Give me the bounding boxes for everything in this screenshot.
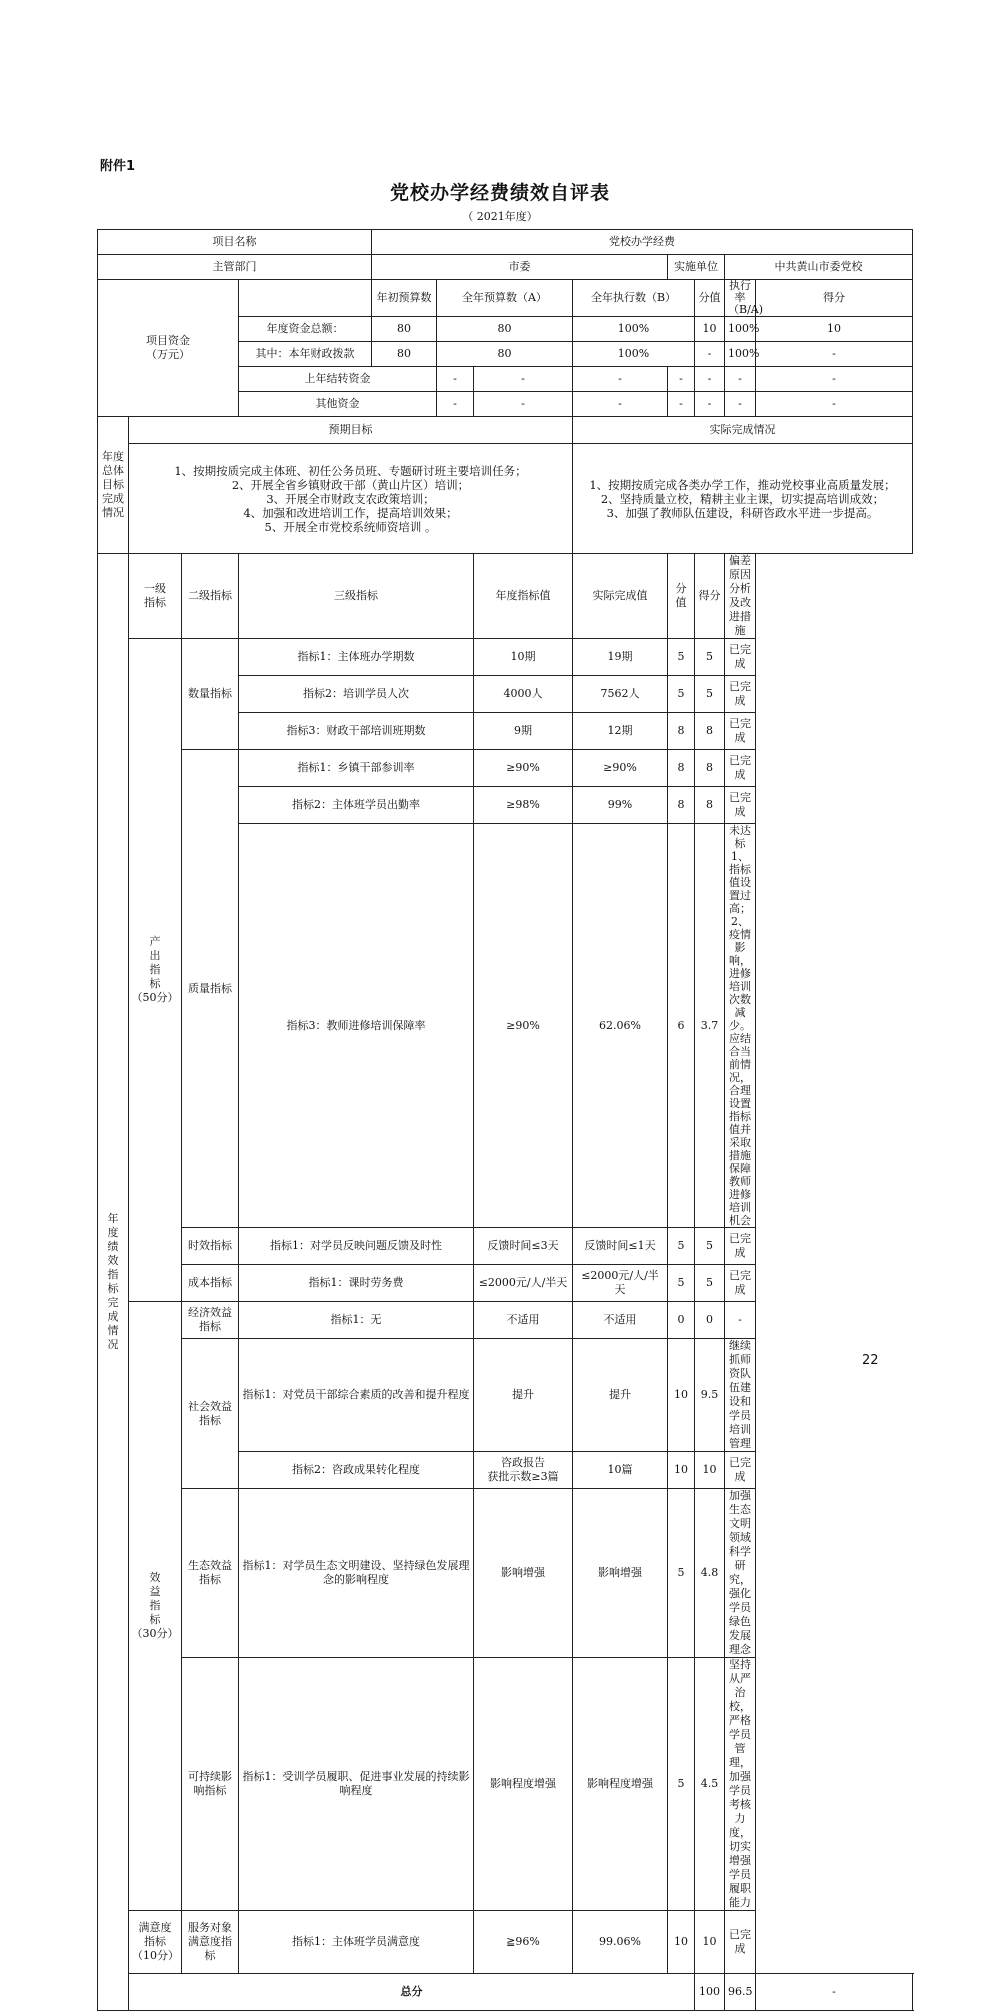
expected-goal-item: 4、加强和改进培训工作，提高培训效果； xyxy=(243,505,458,520)
indicator-score: 8 xyxy=(668,787,695,824)
indicator-note: 已完成 xyxy=(725,1911,756,1974)
indicator-score: 10 xyxy=(668,1339,695,1452)
actual-goal-item: 3、加强了教师队伍建设，科研咨政水平进一步提高。 xyxy=(606,505,879,520)
expected-goal-item: 1、按期按质完成主体班、初任公务员班、专题研讨班主要培训任务； xyxy=(174,463,527,478)
indicator-name: 指标1：主体班办学期数 xyxy=(239,639,474,676)
satisfaction-indicator-label: 满意度 指标 （10分） xyxy=(129,1911,182,1974)
indicator-got: 10 xyxy=(695,1911,725,1974)
indicator-note: 未达标 1、指标值设置过高； 2、疫情影响，进修培训次数减少。 应结合当前情况，合理设置指标值并采取措施保障教师进修培训机会 xyxy=(725,824,756,1228)
indicator-got: 5 xyxy=(695,639,725,676)
indicator-name: 指标3：教师进修培训保障率 xyxy=(239,824,474,1228)
indicator-name: 指标1：主体班学员满意度 xyxy=(239,1911,474,1974)
actual-goal-item: 2、坚持质量立校，精耕主业主课，切实提高培训成效； xyxy=(600,491,885,506)
indicator-note: 坚持从严治校，严格学员管理，加强学员考核力度，切实增强学员履职能力 xyxy=(725,1658,756,1911)
indicators-side-label: 年 度 绩 效 指 标 完 成 情 况 xyxy=(98,554,129,2011)
total-got: 96.5 xyxy=(725,1974,756,2011)
funds-cell: 100% xyxy=(573,342,695,367)
funds-cell: 10 xyxy=(695,317,725,342)
indicator-target: 影响程度增强 xyxy=(474,1658,573,1911)
expected-goals-header: 预期目标 xyxy=(129,417,573,444)
funds-cell: - xyxy=(725,367,756,392)
indicator-score: 0 xyxy=(668,1302,695,1339)
funds-row-label: 年度资金总额： xyxy=(239,317,372,342)
indicator-note: 已完成 xyxy=(725,750,756,787)
indicator-header: 分值 xyxy=(668,554,695,639)
indicator-actual: 12期 xyxy=(573,713,668,750)
indicator-target: 10期 xyxy=(474,639,573,676)
indicator-name: 指标1：对学员反映问题反馈及时性 xyxy=(239,1228,474,1265)
funds-cell: - xyxy=(573,392,668,417)
indicator-score: 5 xyxy=(668,1265,695,1302)
indicator-name: 指标3：财政干部培训班期数 xyxy=(239,713,474,750)
expected-goal-item: 5、开展全市党校系统师资培训 。 xyxy=(264,519,437,534)
indicator-got: 3.7 xyxy=(695,824,725,1228)
project-name-value: 党校办学经费 xyxy=(372,230,913,255)
indicator-actual: 影响程度增强 xyxy=(573,1658,668,1911)
indicator-header: 一级 指标 xyxy=(129,554,182,639)
indicator-note: 已完成 xyxy=(725,1228,756,1265)
document-year: （ 2021年度） xyxy=(462,210,538,223)
funds-cell: - xyxy=(474,392,573,417)
sustain-indicator-label: 可持续影 响指标 xyxy=(182,1658,239,1911)
indicator-note: 加强生态文明领域科学研究，强化学员绿色发展理念 xyxy=(725,1489,756,1658)
dept-label: 主管部门 xyxy=(98,255,372,280)
indicator-actual: 99% xyxy=(573,787,668,824)
indicator-got: 4.5 xyxy=(695,1658,725,1911)
funds-cell: - xyxy=(695,342,725,367)
indicator-header: 得分 xyxy=(695,554,725,639)
indicator-target: 反馈时间≤3天 xyxy=(474,1228,573,1265)
dept-value: 市委 xyxy=(372,255,668,280)
indicator-target: 提升 xyxy=(474,1339,573,1452)
indicator-name: 指标1：受训学员履职、促进事业发展的持续影响程度 xyxy=(239,1658,474,1911)
indicator-actual: 10篇 xyxy=(573,1452,668,1489)
indicator-note: 继续抓师资队伍建设和学员培训管理 xyxy=(725,1339,756,1452)
indicator-target: ≥98% xyxy=(474,787,573,824)
indicator-note: 已完成 xyxy=(725,1452,756,1489)
indicator-score: 8 xyxy=(668,750,695,787)
time-indicator-label: 时效指标 xyxy=(182,1228,239,1265)
indicator-header: 年度指标值 xyxy=(474,554,573,639)
indicator-name: 指标2：咨政成果转化程度 xyxy=(239,1452,474,1489)
indicator-score: 6 xyxy=(668,824,695,1228)
indicator-score: 5 xyxy=(668,1228,695,1265)
indicator-target: 影响增强 xyxy=(474,1489,573,1658)
indicator-got: 0 xyxy=(695,1302,725,1339)
indicator-score: 5 xyxy=(668,676,695,713)
indicator-got: 8 xyxy=(695,787,725,824)
page-number: 22 xyxy=(862,1353,879,1368)
quantity-indicator-label: 数量指标 xyxy=(182,639,239,750)
indicator-got: 5 xyxy=(695,1228,725,1265)
indicator-score: 10 xyxy=(668,1911,695,1974)
indicator-note: 已完成 xyxy=(725,676,756,713)
unit-label: 实施单位 xyxy=(668,255,725,280)
funds-label: 项目资金 （万元） xyxy=(98,280,239,417)
funds-cell: 100% xyxy=(725,317,756,342)
indicator-actual: 62.06% xyxy=(573,824,668,1228)
actual-goal-item: 1、按期按质完成各类办学工作，推动党校事业高质量发展； xyxy=(589,477,896,492)
indicator-got: 8 xyxy=(695,750,725,787)
indicator-target: 4000人 xyxy=(474,676,573,713)
goals-side-label: 年度 总体 目标 完成 情况 xyxy=(98,417,129,554)
funds-cell: 80 xyxy=(437,317,573,342)
indicator-actual: 19期 xyxy=(573,639,668,676)
funds-cell: - xyxy=(695,367,725,392)
effect-indicator-label: 效 益 指 标 （30分） xyxy=(129,1302,182,1911)
indicator-actual: 反馈时间≤1天 xyxy=(573,1228,668,1265)
actual-goals-list xyxy=(573,444,913,554)
indicator-got: 5 xyxy=(695,676,725,713)
indicator-target: ≧96% xyxy=(474,1911,573,1974)
indicator-actual: ≥90% xyxy=(573,750,668,787)
economic-indicator-label: 经济效益 指标 xyxy=(182,1302,239,1339)
indicator-header: 二级指标 xyxy=(182,554,239,639)
funds-cell: 80 xyxy=(372,317,437,342)
social-indicator-label: 社会效益 指标 xyxy=(182,1339,239,1489)
indicator-note: 已完成 xyxy=(725,1265,756,1302)
indicator-actual: 7562人 xyxy=(573,676,668,713)
indicator-actual: 不适用 xyxy=(573,1302,668,1339)
funds-cell: - xyxy=(437,392,474,417)
funds-header: 年初预算数 xyxy=(372,280,437,317)
indicator-target: ≥90% xyxy=(474,750,573,787)
indicator-actual: ≤2000元/人/半天 xyxy=(573,1265,668,1302)
document-title: 党校办学经费绩效自评表 xyxy=(389,182,610,204)
total-note: - xyxy=(756,1974,913,2011)
indicator-header: 偏差原因分析及改进措施 xyxy=(725,554,756,639)
funds-cell: 80 xyxy=(372,342,437,367)
indicator-note: 已完成 xyxy=(725,787,756,824)
funds-row-label: 其他资金 xyxy=(239,392,437,417)
funds-cell: - xyxy=(756,392,913,417)
indicator-actual: 提升 xyxy=(573,1339,668,1452)
indicator-score: 5 xyxy=(668,639,695,676)
funds-cell: - xyxy=(474,367,573,392)
indicator-name: 指标2：主体班学员出勤率 xyxy=(239,787,474,824)
indicator-header: 实际完成值 xyxy=(573,554,668,639)
indicator-note: 已完成 xyxy=(725,713,756,750)
indicator-name: 指标2：培训学员人次 xyxy=(239,676,474,713)
funds-cell: 100% xyxy=(573,317,695,342)
output-indicator-label: 产 出 指 标 （50分） xyxy=(129,639,182,1302)
expected-goal-item: 3、开展全市财政支农政策培训； xyxy=(266,491,435,506)
funds-cell: - xyxy=(668,367,695,392)
indicator-name: 指标1：对党员干部综合素质的改善和提升程度 xyxy=(239,1339,474,1452)
indicator-got: 4.8 xyxy=(695,1489,725,1658)
funds-row-label: 其中：本年财政拨款 xyxy=(239,342,372,367)
quality-indicator-label: 质量指标 xyxy=(182,750,239,1228)
indicator-target: ≤2000元/人/半天 xyxy=(474,1265,573,1302)
indicator-target: 不适用 xyxy=(474,1302,573,1339)
funds-cell: - xyxy=(756,342,913,367)
eco-indicator-label: 生态效益 指标 xyxy=(182,1489,239,1658)
indicator-got: 10 xyxy=(695,1452,725,1489)
expected-goal-item: 2、开展全省乡镇财政干部（黄山片区）培训； xyxy=(231,477,470,492)
indicator-name: 指标1：对学员生态文明建设、坚持绿色发展理念的影响程度 xyxy=(239,1489,474,1658)
evaluation-table xyxy=(97,229,913,2011)
indicator-header: 三级指标 xyxy=(239,554,474,639)
funds-header: 执行率 （B/A) xyxy=(725,280,756,317)
indicator-got: 5 xyxy=(695,1265,725,1302)
actual-goals-header: 实际完成情况 xyxy=(573,417,913,444)
cost-indicator-label: 成本指标 xyxy=(182,1265,239,1302)
funds-cell: 80 xyxy=(437,342,573,367)
indicator-name: 指标1：乡镇干部参训率 xyxy=(239,750,474,787)
funds-cell: - xyxy=(695,392,725,417)
funds-empty-cell xyxy=(239,280,372,317)
indicator-got: 9.5 xyxy=(695,1339,725,1452)
funds-cell: - xyxy=(573,367,668,392)
funds-cell: 10 xyxy=(756,317,913,342)
indicator-note: 已完成 xyxy=(725,639,756,676)
indicator-actual: 99.06% xyxy=(573,1911,668,1974)
indicator-target: 9期 xyxy=(474,713,573,750)
total-score: 100 xyxy=(695,1974,725,2011)
funds-header: 全年预算数（A） xyxy=(437,280,573,317)
expected-goals-list xyxy=(129,444,573,554)
indicator-score: 5 xyxy=(668,1658,695,1911)
indicator-note: - xyxy=(725,1302,756,1339)
attachment-label: 附件1 xyxy=(100,159,136,174)
funds-header: 得分 xyxy=(756,280,913,317)
indicator-target: 咨政报告 获批示数≥3篇 xyxy=(474,1452,573,1489)
indicator-score: 5 xyxy=(668,1489,695,1658)
project-name-label: 项目名称 xyxy=(98,230,372,255)
unit-value: 中共黄山市委党校 xyxy=(725,255,913,280)
funds-cell: - xyxy=(668,392,695,417)
indicator-actual: 影响增强 xyxy=(573,1489,668,1658)
funds-row-label: 上年结转资金 xyxy=(239,367,437,392)
indicator-score: 8 xyxy=(668,713,695,750)
indicator-name: 指标1：课时劳务费 xyxy=(239,1265,474,1302)
funds-cell: 100% xyxy=(725,342,756,367)
funds-header: 全年执行数（B） xyxy=(573,280,695,317)
funds-header: 分值 xyxy=(695,280,725,317)
total-label: 总分 xyxy=(129,1974,695,2011)
indicator-name: 指标1：无 xyxy=(239,1302,474,1339)
funds-cell: - xyxy=(725,392,756,417)
funds-cell: - xyxy=(756,367,913,392)
funds-cell: - xyxy=(437,367,474,392)
indicator-target: ≥90% xyxy=(474,824,573,1228)
indicator-got: 8 xyxy=(695,713,725,750)
indicator-score: 10 xyxy=(668,1452,695,1489)
service-indicator-label: 服务对象 满意度指 标 xyxy=(182,1911,239,1974)
